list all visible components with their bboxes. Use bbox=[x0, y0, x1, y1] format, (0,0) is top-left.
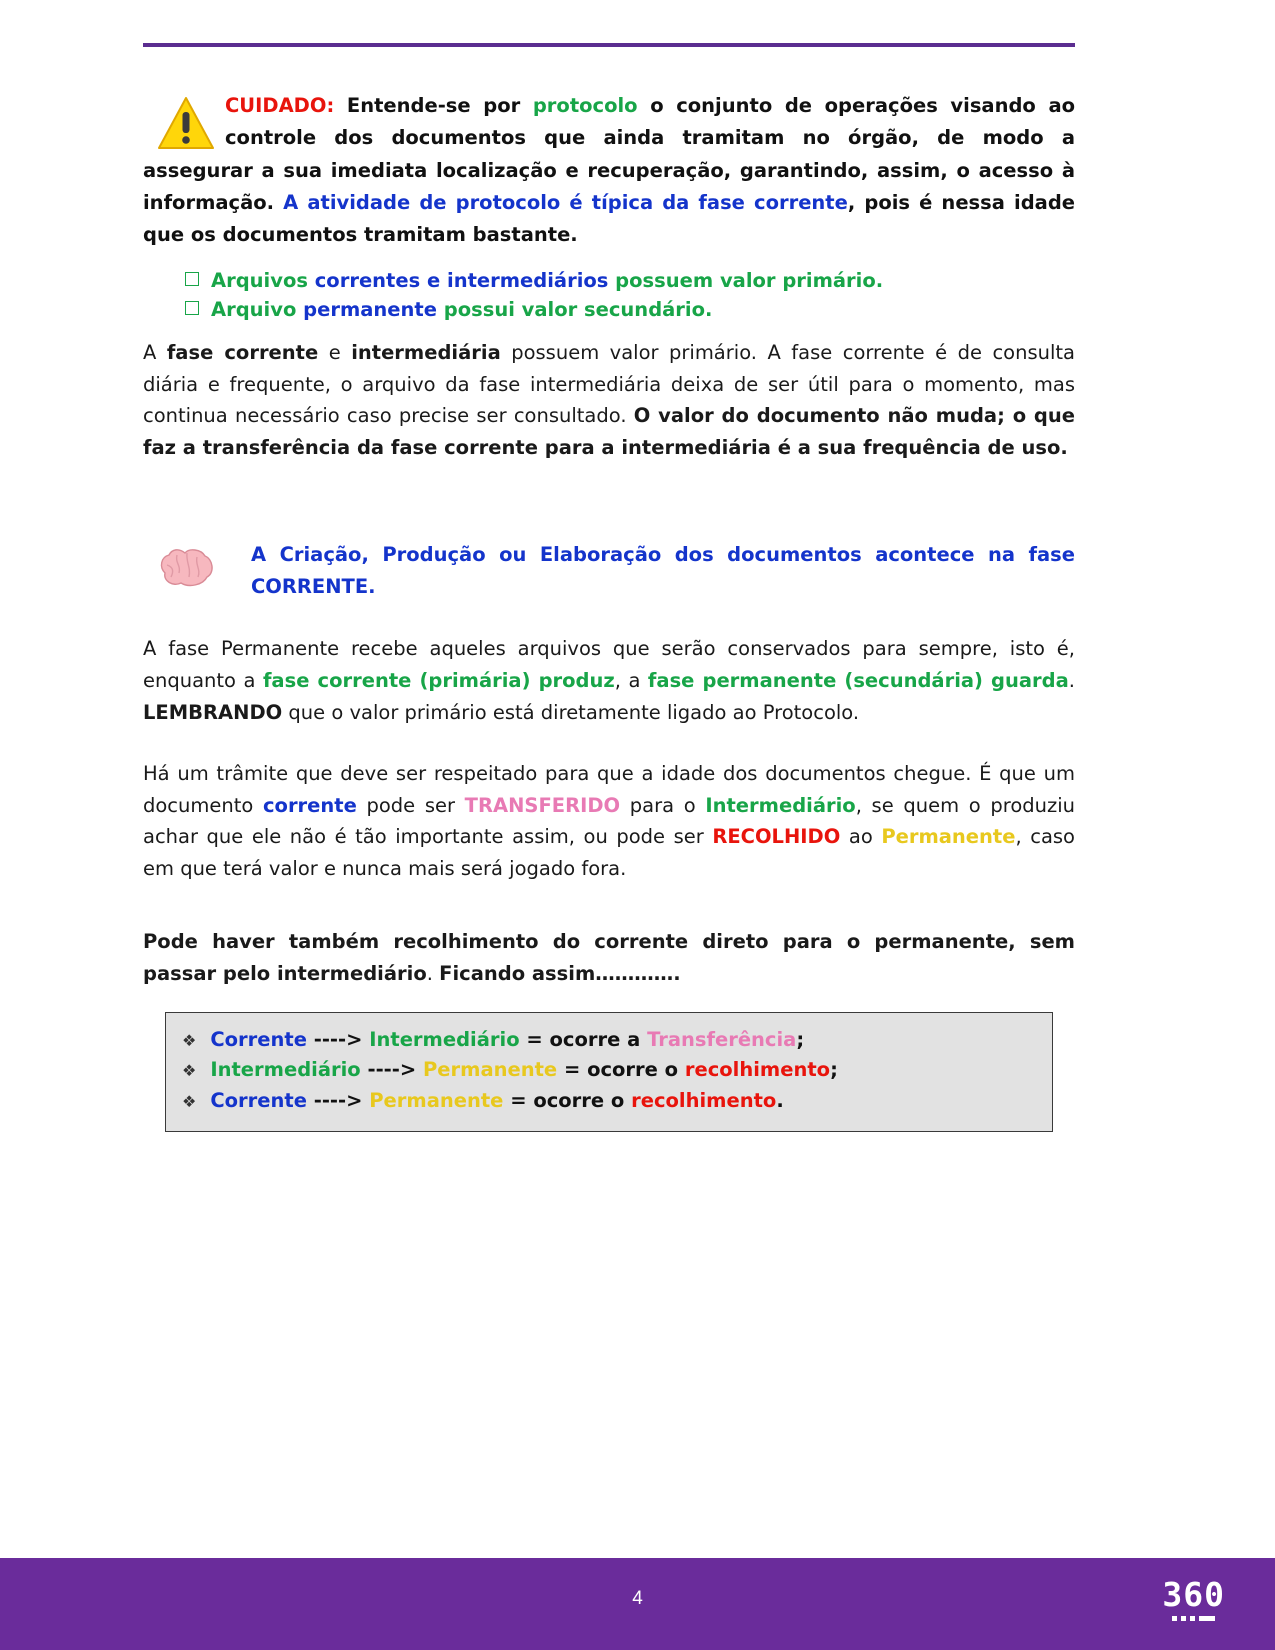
diamond-bullet-icon: ❖ bbox=[182, 1061, 197, 1081]
phases-bold-1: fase corrente bbox=[166, 341, 319, 365]
list-item bbox=[185, 266, 1075, 296]
transit-text-4: , se quem o produziu achar que ele não é tão importante assim, ou pode ser bbox=[143, 793, 1076, 849]
phases-bold-2: intermediária bbox=[351, 341, 501, 365]
permanent-text-4: que o valor primário está diretamente ligado ao Protocolo. bbox=[282, 700, 860, 724]
transit-text-6: , caso em que terá valor e nunca mais será jogado fora. bbox=[143, 825, 1075, 880]
warning-highlight-atividade: A atividade de protocolo é típica da fase corrente bbox=[283, 191, 848, 215]
permanent-green-1: fase corrente (primária) produz bbox=[262, 668, 615, 692]
transit-red-recolhido: RECOLHIDO bbox=[712, 825, 841, 849]
brain-note-text: A Criação, Produção ou Elaboração dos documentos acontece na fase CORRENTE. bbox=[251, 543, 1075, 598]
transit-text-2: pode ser bbox=[356, 793, 465, 817]
transit-text-3: para o bbox=[620, 793, 706, 817]
diamond-bullet-icon: ❖ bbox=[182, 1030, 197, 1050]
transit-blue-corrente: corrente bbox=[262, 793, 357, 817]
direct-text-1: . bbox=[426, 961, 440, 985]
page-footer bbox=[0, 1558, 1275, 1650]
bullet-text-1: Arquivos correntes e intermediários possuem valor primário. bbox=[211, 268, 884, 292]
phases-text-1: A bbox=[143, 341, 167, 365]
diamond-bullet-icon: ❖ bbox=[182, 1092, 197, 1112]
phases-text-2: e bbox=[318, 341, 352, 365]
list-item bbox=[185, 295, 1075, 325]
callout-row bbox=[182, 1086, 1036, 1117]
paragraph-phases bbox=[143, 337, 1075, 463]
transit-pink-transferido: TRANSFERIDO bbox=[464, 793, 621, 817]
transit-text-5: ao bbox=[840, 825, 882, 849]
page-content bbox=[143, 90, 1075, 1132]
checkbox-square-icon bbox=[185, 272, 199, 286]
permanent-text-3: . bbox=[1068, 668, 1075, 692]
callout-row-text: Corrente ----> Intermediário = ocorre a Transferência; bbox=[210, 1027, 805, 1051]
direct-bold-2: Ficando assim…………. bbox=[439, 961, 681, 985]
brain-icon bbox=[157, 547, 215, 589]
checkbox-square-icon bbox=[185, 301, 199, 315]
bullet-text-2: Arquivo permanente possui valor secundário. bbox=[211, 298, 713, 322]
warning-label: CUIDADO: bbox=[225, 94, 335, 117]
warning-block bbox=[143, 90, 1075, 252]
callout-row bbox=[182, 1055, 1036, 1086]
brain-note-block bbox=[143, 539, 1075, 603]
warning-paragraph bbox=[143, 90, 1075, 252]
bullet-list bbox=[185, 266, 1075, 325]
warning-text-1: Entende-se por bbox=[334, 94, 533, 117]
paragraph-transit bbox=[143, 758, 1075, 884]
callout-row bbox=[182, 1025, 1036, 1056]
warning-triangle-icon bbox=[157, 96, 215, 152]
permanent-bold-1: LEMBRANDO bbox=[143, 700, 283, 724]
brand-logo bbox=[1162, 1575, 1225, 1621]
header-rule bbox=[143, 43, 1075, 47]
warning-text-3: , pois é nessa idade que os documentos tramitam bastante. bbox=[143, 191, 1075, 247]
warning-text-2: o conjunto de operações visando ao controle dos documentos que ainda tramitam no órgão, de modo a assegurar a sua imediata localização e recuperação, garantindo, assim, o acesso à informação. bbox=[143, 94, 1075, 215]
callout-box bbox=[165, 1012, 1053, 1132]
permanent-text-2: , a bbox=[614, 668, 648, 692]
transit-green-intermediario: Intermediário bbox=[705, 793, 856, 817]
warning-highlight-protocolo: protocolo bbox=[532, 94, 638, 117]
permanent-green-2: fase permanente (secundária) guarda bbox=[647, 668, 1069, 692]
phases-text-3: possuem valor primário. A fase corrente é de consulta diária e frequente, o arquivo da fase intermediária deixa de ser útil para o momento, mas continua necessário caso precise ser consultado. bbox=[143, 341, 1075, 428]
transit-yellow-permanente: Permanente bbox=[881, 825, 1016, 849]
callout-row-text: Corrente ----> Permanente = ocorre o recolhimento. bbox=[210, 1089, 784, 1113]
callout-row-text: Intermediário ----> Permanente = ocorre o recolhimento; bbox=[210, 1058, 838, 1082]
paragraph-permanent bbox=[143, 633, 1075, 728]
logo-text: 360 bbox=[1162, 1575, 1225, 1614]
paragraph-direct bbox=[143, 926, 1075, 989]
direct-bold-1: Pode haver também recolhimento do corrente direto para o permanente, sem passar pelo intermediário bbox=[143, 930, 1075, 985]
logo-dots-icon bbox=[1162, 1616, 1225, 1621]
phases-bold-3: O valor do documento não muda; o que faz a transferência da fase corrente para a intermediária é a sua frequência de uso. bbox=[143, 404, 1075, 459]
page-number: 4 bbox=[632, 1588, 643, 1609]
permanent-text-1: A fase Permanente recebe aqueles arquivos que serão conservados para sempre, isto é, enquanto a bbox=[143, 637, 1075, 692]
transit-text-1: Há um trâmite que deve ser respeitado para que a idade dos documentos chegue. É que um documento bbox=[143, 762, 1075, 817]
